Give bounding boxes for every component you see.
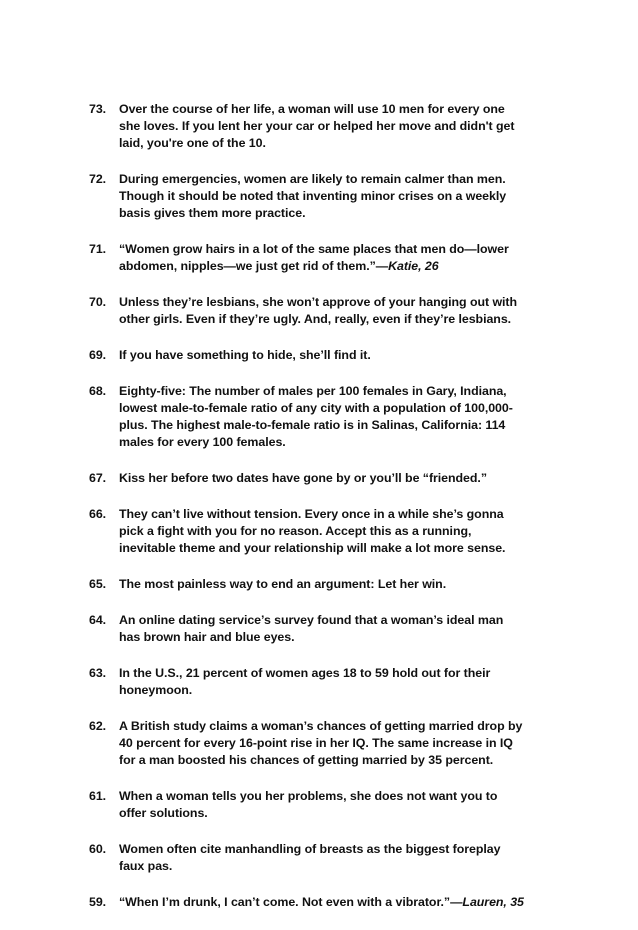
item-number: 67. <box>89 471 107 485</box>
item-number: 63. <box>89 666 107 680</box>
item-text <box>119 347 559 364</box>
item-line <box>119 523 559 540</box>
item-text <box>119 383 559 451</box>
list-item <box>89 788 559 822</box>
item-line <box>119 417 559 434</box>
list-item <box>89 347 559 364</box>
item-number: 72. <box>89 172 107 186</box>
item-line <box>119 171 559 188</box>
item-line <box>119 188 559 205</box>
item-text <box>119 241 559 275</box>
line-text: offer solutions. <box>119 806 208 820</box>
line-text: lowest male-to-female ratio of any city with a population of 100,000- <box>119 401 513 415</box>
line-text: basis gives them more practice. <box>119 206 306 220</box>
line-text: Eighty-five: The number of males per 100 females in Gary, Indiana, <box>119 384 507 398</box>
item-line <box>119 894 559 911</box>
item-text <box>119 718 559 769</box>
item-number: 69. <box>89 348 107 362</box>
item-line <box>119 311 559 328</box>
item-line <box>119 682 559 699</box>
line-text: 40 percent for every 16-point rise in her IQ. The same increase in IQ <box>119 736 513 750</box>
list-item <box>89 241 559 275</box>
item-text <box>119 788 559 822</box>
line-text: plus. The highest male-to-female ratio is in Salinas, California: 114 <box>119 418 506 432</box>
list-item <box>89 294 559 328</box>
item-line <box>119 383 559 400</box>
item-line <box>119 470 559 487</box>
item-number: 65. <box>89 577 107 591</box>
line-text: “When I’m drunk, I can’t come. Not even with a vibrator.”— <box>119 895 463 909</box>
item-line <box>119 665 559 682</box>
item-number: 61. <box>89 789 107 803</box>
list-item <box>89 101 559 152</box>
item-number: 73. <box>89 102 107 116</box>
item-text <box>119 470 559 487</box>
item-text <box>119 612 559 646</box>
item-line <box>119 258 559 275</box>
item-text <box>119 506 559 557</box>
item-number: 71. <box>89 242 107 256</box>
line-text: When a woman tells you her problems, she does not want you to <box>119 789 498 803</box>
item-line <box>119 735 559 752</box>
line-text: In the U.S., 21 percent of women ages 18 to 59 hold out for their <box>119 666 491 680</box>
item-line <box>119 540 559 557</box>
line-text: other girls. Even if they’re ugly. And, really, even if they’re lesbians. <box>119 312 512 326</box>
line-text: inevitable theme and your relationship will make a lot more sense. <box>119 541 506 555</box>
line-text: A British study claims a woman’s chances of getting married drop by <box>119 719 523 733</box>
line-text: for a man boosted his chances of getting married by 35 percent. <box>119 753 494 767</box>
item-line <box>119 135 559 152</box>
item-number: 68. <box>89 384 107 398</box>
list-item <box>89 718 559 769</box>
item-line <box>119 241 559 258</box>
line-text: abdomen, nipples—we just get rid of them.”— <box>119 259 389 273</box>
list-item <box>89 612 559 646</box>
line-text: pick a fight with you for no reason. Accept this as a running, <box>119 524 472 538</box>
item-number: 64. <box>89 613 107 627</box>
line-text: has brown hair and blue eyes. <box>119 630 295 644</box>
list-item <box>89 841 559 875</box>
line-text: The most painless way to end an argument: Let her win. <box>119 577 447 591</box>
item-text <box>119 576 559 593</box>
item-line <box>119 612 559 629</box>
item-line <box>119 347 559 364</box>
list-item <box>89 506 559 557</box>
list-item <box>89 171 559 222</box>
item-number: 62. <box>89 719 107 733</box>
line-text: laid, you're one of the 10. <box>119 136 266 150</box>
item-line <box>119 718 559 735</box>
list-item <box>89 470 559 487</box>
item-line <box>119 629 559 646</box>
item-number: 70. <box>89 295 107 309</box>
quote-attribution: Katie, 26 <box>388 259 439 273</box>
line-text: Women often cite manhandling of breasts as the biggest foreplay <box>119 842 501 856</box>
line-text: Though it should be noted that inventing minor crises on a weekly <box>119 189 507 203</box>
item-line <box>119 858 559 875</box>
item-line <box>119 752 559 769</box>
item-line <box>119 434 559 451</box>
item-line <box>119 101 559 118</box>
line-text: Kiss her before two dates have gone by or you’ll be “friended.” <box>119 471 487 485</box>
line-text: If you have something to hide, she’ll find it. <box>119 348 371 362</box>
quote-attribution: Lauren, 35 <box>462 895 524 909</box>
item-line <box>119 400 559 417</box>
item-line <box>119 118 559 135</box>
list-item <box>89 576 559 593</box>
item-text <box>119 894 559 911</box>
line-text: Over the course of her life, a woman will use 10 men for every one <box>119 102 505 116</box>
line-text: honeymoon. <box>119 683 193 697</box>
item-text <box>119 101 559 152</box>
item-line <box>119 506 559 523</box>
item-number: 60. <box>89 842 107 856</box>
item-line <box>119 205 559 222</box>
line-text: faux pas. <box>119 859 173 873</box>
item-line <box>119 805 559 822</box>
line-text: They can’t live without tension. Every once in a while she’s gonna <box>119 507 504 521</box>
item-line <box>119 788 559 805</box>
item-text <box>119 665 559 699</box>
line-text: Unless they’re lesbians, she won’t approve of your hanging out with <box>119 295 518 309</box>
numbered-list <box>89 101 559 930</box>
line-text: “Women grow hairs in a lot of the same places that men do—lower <box>119 242 509 256</box>
line-text: males for every 100 females. <box>119 435 286 449</box>
item-line <box>119 576 559 593</box>
item-text <box>119 171 559 222</box>
item-line <box>119 294 559 311</box>
list-item <box>89 665 559 699</box>
list-item <box>89 894 559 911</box>
line-text: During emergencies, women are likely to remain calmer than men. <box>119 172 506 186</box>
item-text <box>119 294 559 328</box>
line-text: she loves. If you lent her your car or helped her move and didn't get <box>119 119 515 133</box>
item-number: 66. <box>89 507 107 521</box>
item-text <box>119 841 559 875</box>
item-number: 59. <box>89 895 107 909</box>
item-line <box>119 841 559 858</box>
line-text: An online dating service’s survey found that a woman’s ideal man <box>119 613 504 627</box>
list-item <box>89 383 559 451</box>
